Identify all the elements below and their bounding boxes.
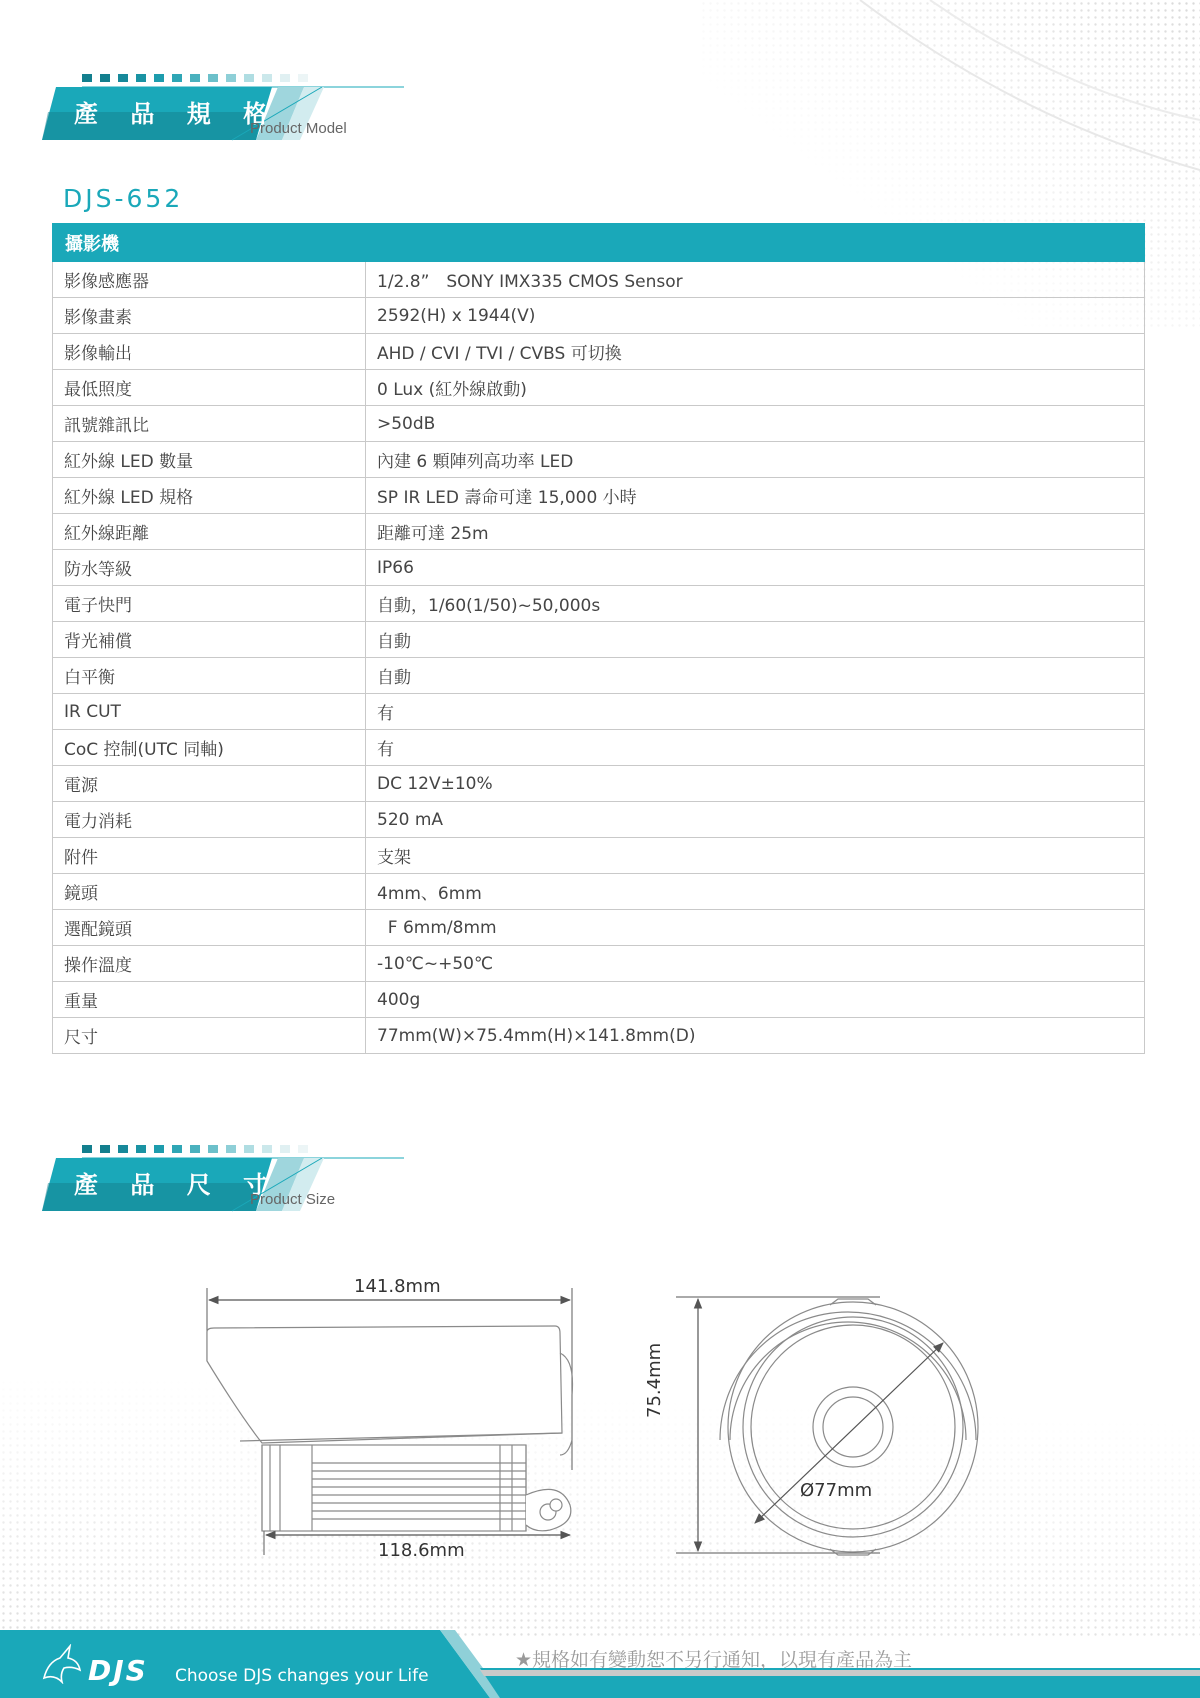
table-row [53,514,1145,550]
spec-table [52,223,1145,1054]
row-value: -10℃~+50℃ [366,946,1145,982]
table-row [53,622,1145,658]
row-value: AHD / CVI / TVI / CVBS 可切換 [366,334,1145,370]
table-header-row [53,224,1145,262]
row-label: 附件 [53,838,366,874]
table-row [53,334,1145,370]
row-label: 訊號雜訊比 [53,406,366,442]
table-row [53,298,1145,334]
table-row [53,838,1145,874]
row-value: DC 12V±10% [366,766,1145,802]
row-value: >50dB [366,406,1145,442]
table-row [53,874,1145,910]
row-label: 背光補償 [53,622,366,658]
table-row [53,766,1145,802]
row-value: 距離可達 25m [366,514,1145,550]
row-label: 影像畫素 [53,298,366,334]
row-value: 77mm(W)×75.4mm(H)×141.8mm(D) [366,1018,1145,1054]
table-row [53,658,1145,694]
row-label: 紅外線 LED 規格 [53,478,366,514]
row-value: 1/2.8” SONY IMX335 CMOS Sensor [366,262,1145,298]
section-header-spec [42,72,422,162]
brand-slogan: Choose DJS changes your Life [175,1666,429,1686]
camera-front-view [676,1297,978,1555]
row-value: 支架 [366,838,1145,874]
table-row [53,694,1145,730]
product-dimension-drawing [0,1265,1200,1565]
table-row [53,982,1145,1018]
dimension-height: 75.4mm [644,1342,665,1418]
table-row [53,406,1145,442]
row-label: 選配鏡頭 [53,910,366,946]
table-header: 攝影機 [53,224,1145,262]
section-title: 產 品 規 格 [74,100,280,128]
row-value: 自動 [366,658,1145,694]
row-label: 鏡頭 [53,874,366,910]
dimension-diameter: Ø77mm [800,1480,873,1501]
row-label: 尺寸 [53,1018,366,1054]
row-label: 電子快門 [53,586,366,622]
section-subtitle: Product Size [250,1191,336,1208]
section-title: 產 品 尺 寸 [74,1171,280,1199]
row-label: 防水等級 [53,550,366,586]
row-label: CoC 控制(UTC 同軸) [53,730,366,766]
table-row [53,586,1145,622]
camera-side-view [207,1288,573,1555]
row-label: 紅外線距離 [53,514,366,550]
row-label: 操作溫度 [53,946,366,982]
table-row [53,370,1145,406]
table-row [53,730,1145,766]
dimension-length-total: 141.8mm [354,1276,441,1297]
row-label: 電力消耗 [53,802,366,838]
row-value: 400g [366,982,1145,1018]
table-row [53,802,1145,838]
table-row [53,442,1145,478]
row-label: 電源 [53,766,366,802]
row-label: 重量 [53,982,366,1018]
row-value: 2592(H) x 1944(V) [366,298,1145,334]
row-value: 0 Lux (紅外線啟動) [366,370,1145,406]
brand-name: DJS [88,1654,148,1687]
table-row [53,946,1145,982]
dimension-length-body: 118.6mm [378,1540,465,1561]
row-label: 白平衡 [53,658,366,694]
row-label: 影像輸出 [53,334,366,370]
disclaimer-notice: ★規格如有變動恕不另行通知，以現有產品為主 [515,1649,913,1671]
row-value: 520 mA [366,802,1145,838]
row-value: 4mm、6mm [366,874,1145,910]
model-number: DJS-652 [63,184,184,213]
unicorn-logo [40,1644,84,1684]
row-label: 紅外線 LED 數量 [53,442,366,478]
row-label: 最低照度 [53,370,366,406]
footer [0,1630,1200,1698]
row-value: SP IR LED 壽命可達 15,000 小時 [366,478,1145,514]
row-value: 內建 6 顆陣列高功率 LED [366,442,1145,478]
row-value: F 6mm/8mm [366,910,1145,946]
table-row [53,478,1145,514]
table-row [53,1018,1145,1054]
table-row [53,910,1145,946]
table-row [53,262,1145,298]
row-value: 有 [366,730,1145,766]
section-header-size [42,1143,422,1233]
row-label: IR CUT [53,694,366,730]
row-value: 有 [366,694,1145,730]
row-value: IP66 [366,550,1145,586]
row-value: 自動 [366,622,1145,658]
row-label: 影像感應器 [53,262,366,298]
row-value: 自動，1/60(1/50)~50,000s [366,586,1145,622]
table-row [53,550,1145,586]
section-subtitle: Product Model [250,120,347,137]
